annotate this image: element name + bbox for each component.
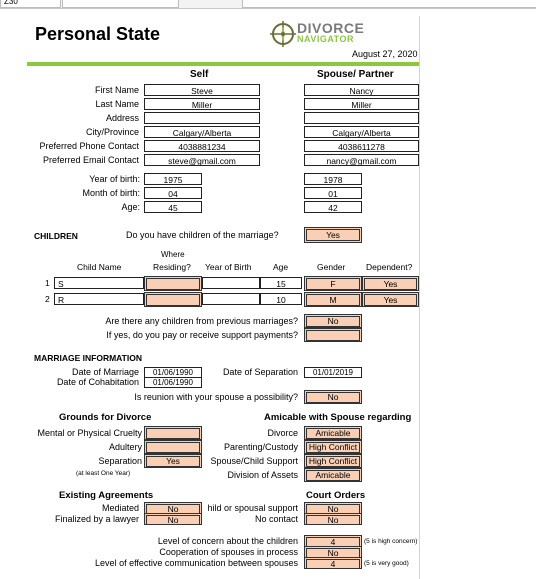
- dependent-header: Dependent?: [366, 262, 413, 272]
- amicable-parenting-value: High Conflict: [306, 442, 360, 453]
- logo-line1: DIVORCE: [297, 20, 365, 36]
- city-label: City/Province: [85, 127, 139, 137]
- mediated-value: No: [146, 504, 200, 514]
- child-gender-value: M: [306, 294, 360, 306]
- grounds-cruelty-label: Mental or Physical Cruelty: [37, 428, 142, 438]
- age-label: Age:: [121, 202, 140, 212]
- spouse-year-field[interactable]: 1978: [304, 173, 362, 185]
- child-year-field[interactable]: [202, 277, 260, 289]
- child-residing-value: [146, 278, 200, 290]
- sheet-tab-3[interactable]: [242, 0, 536, 8]
- logo-line2: NAVIGATOR: [297, 34, 355, 44]
- month-of-birth-label: Month of birth:: [82, 188, 140, 198]
- communication-level-note: (5 is very good): [364, 560, 409, 567]
- child-row-number: 1: [45, 278, 50, 288]
- grounds-adultery-value: [146, 442, 200, 453]
- separation-note: (at least One Year): [76, 470, 131, 477]
- finalized-field[interactable]: [144, 513, 202, 525]
- child-dependent-value: Yes: [364, 278, 417, 290]
- amicable-title: Amicable with Spouse regarding: [264, 412, 412, 423]
- child-residing-field[interactable]: [144, 276, 202, 291]
- compass-logo-icon: [270, 21, 296, 47]
- date-of-cohabitation-field[interactable]: 01/06/1990: [144, 377, 202, 388]
- year-of-birth-header: Year of Birth: [205, 262, 252, 272]
- amicable-assets-value: Amicable: [306, 470, 360, 481]
- child-age-field[interactable]: 10: [260, 293, 302, 305]
- self-email-field[interactable]: steve@gmail.com: [144, 154, 260, 166]
- self-address-field[interactable]: [144, 112, 260, 124]
- email-label: Preferred Email Contact: [42, 155, 139, 165]
- spouse-email-field[interactable]: nancy@gmail.com: [304, 154, 419, 166]
- concern-level-value: 4: [306, 537, 360, 547]
- child-gender-field[interactable]: [304, 292, 362, 307]
- header-divider: [27, 62, 419, 66]
- reunion-question: Is reunion with your spouse a possibility?: [134, 392, 298, 402]
- grounds-separation-field[interactable]: [144, 454, 202, 468]
- children-answer-value: Yes: [306, 229, 360, 241]
- amicable-divorce-value: Amicable: [306, 428, 360, 439]
- spouse-phone-field[interactable]: 4038611278: [304, 140, 419, 152]
- concern-level-label: Level of concern about the children: [157, 536, 298, 546]
- support-payments-field[interactable]: [304, 328, 362, 342]
- where-residing-header: Residing?: [153, 262, 191, 272]
- self-month-field[interactable]: 04: [144, 187, 202, 199]
- spouse-age-field[interactable]: 42: [304, 201, 362, 213]
- amicable-assets-label: Division of Assets: [227, 470, 298, 480]
- child-gender-value: F: [306, 278, 360, 290]
- self-first-name-field[interactable]: Steve: [144, 84, 260, 96]
- child-dependent-field[interactable]: [362, 276, 419, 291]
- finalized-value: No: [146, 515, 200, 525]
- amicable-support-value: High Conflict: [306, 456, 360, 467]
- self-phone-field[interactable]: 4038881234: [144, 140, 260, 152]
- grounds-separation-value: Yes: [146, 456, 200, 467]
- address-label: Address: [105, 113, 139, 123]
- child-residing-field[interactable]: [144, 292, 202, 307]
- court-support-label: hild or spousal support: [207, 503, 298, 513]
- grounds-cruelty-field[interactable]: [144, 426, 202, 440]
- support-payments-value: [306, 330, 360, 341]
- child-row-number: 2: [45, 294, 50, 304]
- child-dependent-field[interactable]: [362, 292, 419, 307]
- child-name-field[interactable]: S: [54, 277, 144, 289]
- child-name-header: Child Name: [77, 262, 122, 272]
- spouse-city-field[interactable]: Calgary/Alberta: [304, 126, 419, 138]
- amicable-assets-field[interactable]: [304, 468, 362, 482]
- reunion-field[interactable]: [304, 390, 362, 404]
- self-year-field[interactable]: 1975: [144, 173, 202, 185]
- communication-level-label: Level of effective communication between spouses: [95, 558, 298, 568]
- children-answer-field[interactable]: [304, 227, 362, 243]
- child-dependent-value: Yes: [364, 294, 417, 306]
- court-support-value: No: [306, 504, 360, 514]
- mediated-label: Mediated: [101, 503, 139, 513]
- amicable-parenting-field[interactable]: [304, 440, 362, 454]
- age-header: Age: [273, 262, 289, 272]
- amicable-support-label: Spouse/Child Support: [210, 456, 298, 466]
- year-of-birth-label: Year of birth:: [89, 174, 140, 184]
- where-header-line1: Where: [161, 250, 185, 259]
- support-payments-question: If yes, do you pay or receive support payments?: [106, 330, 298, 340]
- date-of-marriage-label: Date of Marriage: [71, 367, 139, 377]
- spouse-column-header: Spouse/ Partner: [317, 69, 394, 80]
- communication-level-value: 4: [306, 559, 360, 569]
- amicable-divorce-label: Divorce: [267, 428, 298, 438]
- grounds-separation-label: Separation: [98, 456, 142, 466]
- column-gridline: [419, 16, 420, 579]
- page-title: Personal State: [35, 24, 161, 44]
- concern-level-note: (5 is high concern): [364, 538, 418, 545]
- date-of-separation-label: Date of Separation: [222, 367, 298, 377]
- sheet-tab-1[interactable]: Z30: [0, 0, 61, 8]
- sheet-tab-2[interactable]: [62, 0, 179, 8]
- first-name-label: First Name: [94, 85, 139, 95]
- marriage-section-title: MARRIAGE INFORMATION: [34, 353, 142, 363]
- date-of-marriage-field[interactable]: 01/06/1990: [144, 367, 202, 378]
- date-of-separation-field[interactable]: 01/01/2019: [304, 367, 362, 378]
- finalized-label: Finalized by a lawyer: [54, 514, 139, 524]
- date-of-cohabitation-label: Date of Cohabitation: [56, 377, 139, 387]
- spouse-last-name-field[interactable]: Miller: [304, 98, 419, 110]
- self-last-name-field[interactable]: Miller: [144, 98, 260, 110]
- child-gender-field[interactable]: [304, 276, 362, 291]
- spouse-first-name-field[interactable]: Nancy: [304, 84, 419, 96]
- phone-label: Preferred Phone Contact: [39, 141, 139, 151]
- communication-level-field[interactable]: [304, 557, 362, 569]
- grounds-title: Grounds for Divorce: [59, 412, 152, 423]
- agreements-title: Existing Agreements: [59, 490, 154, 501]
- spouse-address-field[interactable]: [304, 112, 419, 124]
- grounds-adultery-field[interactable]: [144, 440, 202, 454]
- cooperation-label: Cooperation of spouses in process: [159, 547, 298, 557]
- self-column-header: Self: [190, 69, 209, 80]
- reunion-value: No: [306, 392, 360, 403]
- child-name-field[interactable]: R: [54, 293, 144, 305]
- self-age-field[interactable]: 45: [144, 201, 202, 213]
- children-section-title: CHILDREN: [34, 231, 78, 241]
- gender-header: Gender: [317, 262, 346, 272]
- amicable-support-field[interactable]: [304, 454, 362, 468]
- no-contact-value: No: [306, 515, 360, 525]
- child-residing-value: [146, 294, 200, 306]
- no-contact-label: No contact: [254, 514, 298, 524]
- court-title: Court Orders: [306, 490, 366, 501]
- self-city-field[interactable]: Calgary/Alberta: [144, 126, 260, 138]
- amicable-divorce-field[interactable]: [304, 426, 362, 440]
- last-name-label: Last Name: [95, 99, 139, 109]
- children-question: Do you have children of the marriage?: [126, 230, 279, 240]
- previous-children-field[interactable]: [304, 314, 362, 328]
- previous-children-value: No: [306, 316, 360, 327]
- grounds-cruelty-value: [146, 428, 200, 439]
- cooperation-value: No: [306, 548, 360, 558]
- report-date: August 27, 2020: [352, 49, 418, 59]
- grounds-adultery-label: Adultery: [108, 442, 142, 452]
- child-age-field[interactable]: 15: [260, 277, 302, 289]
- previous-children-question: Are there any children from previous marriages?: [105, 316, 298, 326]
- child-year-field[interactable]: [202, 293, 260, 305]
- spouse-month-field[interactable]: 01: [304, 187, 362, 199]
- no-contact-field[interactable]: [304, 513, 362, 525]
- amicable-parenting-label: Parenting/Custody: [223, 442, 298, 452]
